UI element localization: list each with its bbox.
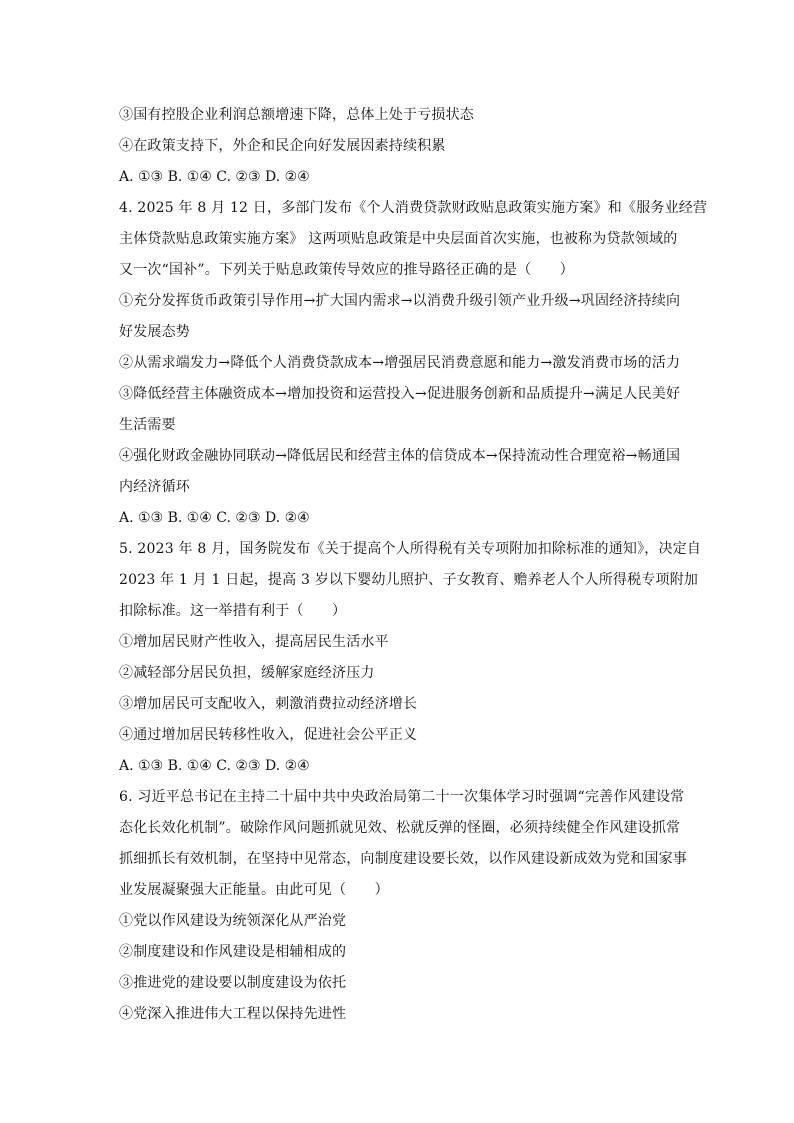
q5-option-4: ④通过增加居民转移性收入，促进社会公平正义 <box>119 727 418 743</box>
q6-stem-line-3: 抓细抓长有效机制，在坚持中见常态，向制度建设要长效，以作风建设新成效为党和国家事 <box>119 851 687 867</box>
q4-option-3-line-2: 生活需要 <box>119 417 176 433</box>
q4-option-4-line-1: ④强化财政金融协同联动→降低居民和经营主体的信贷成本→保持流动性合理宽裕→畅通国 <box>119 448 681 464</box>
q5-option-1: ①增加居民财产性收入，提高居民生活水平 <box>119 634 389 650</box>
q4-option-4-line-2: 内经济循环 <box>119 479 190 495</box>
q4-stem-line-2: 主体贷款贴息政策实施方案》 这两项贴息政策是中央层面首次实施，也被称为贷款领域的 <box>119 231 678 247</box>
q4-option-1-line-2: 好发展态势 <box>119 324 190 340</box>
q3-answer-choices: A. ①③ B. ①④ C. ②③ D. ②④ <box>119 169 310 185</box>
q6-option-1: ①党以作风建设为统领深化从严治党 <box>119 913 347 929</box>
q4-stem-line-1: 4. 2025 年 8 月 12 日，多部门发布《个人消费贷款财政贴息政策实施方案》和《服务业经营 <box>119 200 708 216</box>
q6-option-4: ④党深入推进伟大工程以保持先进性 <box>119 1006 347 1022</box>
q3-option-3: ③国有控股企业利润总额增速下降，总体上处于亏损状态 <box>119 107 474 123</box>
question-content <box>119 100 708 1030</box>
q6-stem-line-2: 态化长效化机制”。破除作风问题抓就见效、松就反弹的怪圈，必须持续健全作风建设抓常 <box>119 820 681 836</box>
q5-option-3: ③增加居民可支配收入，刺激消费拉动经济增长 <box>119 696 418 712</box>
q4-option-1-line-1: ①充分发挥货币政策引导作用→扩大国内需求→以消费升级引领产业升级→巩固经济持续向 <box>119 293 681 309</box>
q4-option-3-line-1: ③降低经营主体融资成本→增加投资和运营投入→促进服务创新和品质提升→满足人民美好 <box>119 386 681 402</box>
q5-option-2: ②减轻部分居民负担，缓解家庭经济压力 <box>119 665 375 681</box>
q5-stem-line-2: 2023 年 1 月 1 日起，提高 3 岁以下婴幼儿照护、子女教育、赡养老人个人所得税专项附加 <box>119 572 699 588</box>
q3-option-4: ④在政策支持下，外企和民企向好发展因素持续积累 <box>119 138 446 154</box>
q5-answer-choices: A. ①③ B. ①④ C. ②③ D. ②④ <box>119 758 310 774</box>
q6-option-3: ③推进党的建设要以制度建设为依托 <box>119 975 347 991</box>
q4-option-2: ②从需求端发力→降低个人消费贷款成本→增强居民消费意愿和能力→激发消费市场的活力 <box>119 355 681 371</box>
q4-stem-line-3: 又一次“国补”。下列关于贴息政策传导效应的推导路径正确的是（ ） <box>119 262 574 278</box>
q6-stem-line-4: 业发展凝聚强大正能量。由此可见（ ） <box>119 882 389 898</box>
q5-stem-line-1: 5. 2023 年 8 月，国务院发布《关于提高个人所得税有关专项附加扣除标准的通知》，决定自 <box>119 541 702 557</box>
q4-answer-choices: A. ①③ B. ①④ C. ②③ D. ②④ <box>119 510 310 526</box>
q5-stem-line-3: 扣除标准。这一举措有利于（ ） <box>119 603 347 619</box>
q6-stem-line-1: 6. 习近平总书记在主持二十届中共中央政治局第二十一次集体学习时强调“完善作风建设常 <box>119 789 685 805</box>
q6-option-2: ②制度建设和作风建设是相辅相成的 <box>119 944 347 960</box>
